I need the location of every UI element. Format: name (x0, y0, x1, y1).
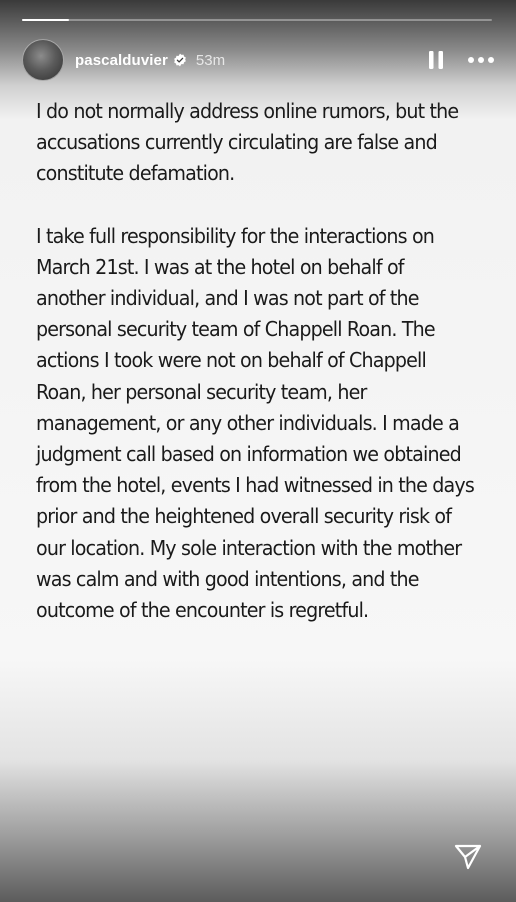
story-header (22, 38, 496, 82)
share-button[interactable] (453, 843, 483, 871)
story-paragraph-2: I take full responsibility for the interactions on March 21st. I was at the hotel on behalf of another individual, and I was not part of the personal security team of Chappell Roan. The actions I took were not on behalf of Chappell Roan, her personal security team, her management, or any other individuals. I made a judgment call based on information we obtained from the hotel, events I had witnessed in the days prior and the heightened overall security risk of our location. My sole interaction with the mother was calm and with good intentions, and the outcome of the encounter is regretful. (36, 223, 474, 623)
story-timestamp: 53m (195, 51, 226, 69)
story-text (36, 96, 476, 657)
more-icon (467, 56, 495, 64)
story-progress-fill (22, 19, 69, 21)
username[interactable]: pascalduvier (75, 51, 168, 69)
avatar[interactable] (22, 39, 64, 81)
pause-button[interactable] (424, 48, 448, 72)
story-paragraph-1: I do not normally address online rumors, but the accusations currently circulating are false and constitute defamation. (36, 99, 459, 186)
send-icon (454, 844, 482, 870)
verified-badge-icon (173, 53, 187, 67)
pause-icon (428, 50, 444, 70)
more-options-button[interactable] (466, 48, 496, 72)
story-progress-bar (22, 19, 492, 21)
